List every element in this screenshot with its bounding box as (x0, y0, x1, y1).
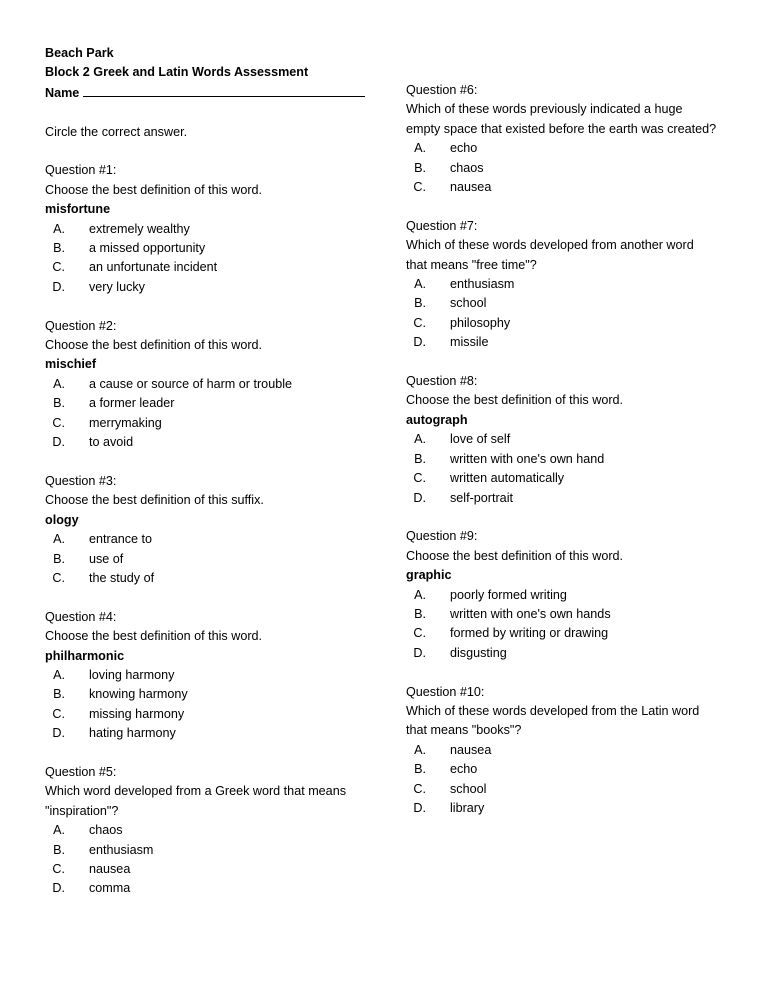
question-label: Question #2: (45, 318, 117, 333)
question-stem: Choose the best definition of this word. (406, 393, 624, 408)
option-letter: D. (413, 645, 426, 660)
answer-option[interactable] (45, 375, 375, 394)
answer-option[interactable] (45, 569, 375, 588)
option-letter: D. (413, 490, 426, 505)
question-7 (406, 217, 746, 353)
option-letter: B. (53, 842, 65, 857)
question-6 (406, 81, 746, 197)
answer-option[interactable] (406, 644, 746, 663)
option-letter: B. (414, 160, 426, 175)
option-text: a cause or source of harm or trouble (89, 376, 293, 391)
answer-option[interactable] (406, 333, 746, 352)
option-letter: A. (414, 141, 426, 156)
option-text: chaos (89, 823, 123, 838)
left-column (45, 44, 375, 899)
question-stem: Choose the best definition of this word. (406, 548, 624, 563)
question-label: Question #8: (406, 374, 478, 389)
answer-option[interactable] (45, 724, 375, 743)
option-letter: B. (414, 451, 426, 466)
name-blank-line[interactable] (83, 83, 365, 97)
question-term: autograph (406, 412, 468, 427)
option-letter: A. (414, 277, 426, 292)
option-letter: B. (53, 551, 65, 566)
option-letter: B. (53, 396, 65, 411)
answer-option[interactable] (406, 489, 746, 508)
answer-option[interactable] (45, 258, 375, 277)
option-text: echo (450, 762, 478, 777)
option-letter: C. (52, 706, 65, 721)
answer-option[interactable] (45, 278, 375, 297)
question-term: misfortune (45, 202, 111, 217)
answer-option[interactable] (406, 139, 746, 158)
question-stem: Which of these words developed from another word (406, 238, 694, 253)
question-9 (406, 527, 746, 663)
option-text: extremely wealthy (89, 221, 190, 236)
answer-option[interactable] (406, 430, 746, 449)
question-term: ology (45, 512, 79, 527)
answer-option[interactable] (406, 799, 746, 818)
option-letter: D. (52, 435, 65, 450)
answer-option[interactable] (45, 879, 375, 898)
answer-option[interactable] (45, 530, 375, 549)
answer-option[interactable] (45, 841, 375, 860)
answer-option[interactable] (45, 433, 375, 452)
option-letter: D. (52, 279, 65, 294)
answer-option[interactable] (406, 275, 746, 294)
option-text: written with one's own hands (450, 606, 611, 621)
instructions: Circle the correct answer. (45, 124, 188, 139)
answer-option[interactable] (406, 314, 746, 333)
option-text: enthusiasm (450, 277, 515, 292)
option-letter: B. (414, 296, 426, 311)
option-text: a former leader (89, 396, 175, 411)
option-letter: C. (52, 260, 65, 275)
answer-option[interactable] (406, 159, 746, 178)
answer-option[interactable] (406, 450, 746, 469)
option-text: enthusiasm (89, 842, 154, 857)
option-letter: A. (53, 221, 65, 236)
option-letter: D. (413, 335, 426, 350)
option-letter: C. (413, 471, 426, 486)
question-stem: empty space that existed before the earth was created? (406, 121, 717, 136)
right-column (406, 81, 746, 818)
option-text: missile (450, 335, 489, 350)
option-text: very lucky (89, 279, 145, 294)
answer-option[interactable] (406, 624, 746, 643)
option-letter: C. (413, 626, 426, 641)
option-text: written automatically (450, 471, 565, 486)
question-label: Question #10: (406, 684, 485, 699)
option-letter: D. (52, 726, 65, 741)
option-letter: C. (52, 570, 65, 585)
question-stem: Which of these words previously indicated a huge (406, 102, 683, 117)
answer-option[interactable] (406, 760, 746, 779)
option-letter: B. (414, 762, 426, 777)
answer-option[interactable] (406, 780, 746, 799)
option-text: echo (450, 141, 478, 156)
option-letter: A. (414, 432, 426, 447)
option-text: nausea (450, 742, 492, 757)
option-text: entrance to (89, 532, 153, 547)
option-text: nausea (89, 861, 131, 876)
question-4 (45, 608, 375, 744)
option-text: merrymaking (89, 415, 162, 430)
option-letter: C. (52, 861, 65, 876)
option-text: philosophy (450, 315, 511, 330)
option-text: knowing harmony (89, 687, 188, 702)
option-letter: A. (53, 532, 65, 547)
option-text: a missed opportunity (89, 241, 206, 256)
answer-option[interactable] (45, 666, 375, 685)
answer-option[interactable] (45, 685, 375, 704)
option-letter: C. (413, 315, 426, 330)
option-letter: B. (414, 606, 426, 621)
answer-option[interactable] (406, 605, 746, 624)
option-text: chaos (450, 160, 484, 175)
question-stem: Choose the best definition of this word. (45, 182, 263, 197)
question-term: graphic (406, 568, 452, 583)
answer-option[interactable] (406, 469, 746, 488)
question-stem: Choose the best definition of this suffix. (45, 493, 264, 508)
answer-option[interactable] (45, 860, 375, 879)
answer-option[interactable] (45, 414, 375, 433)
option-text: school (450, 781, 487, 796)
question-stem: Which of these words developed from the Latin word (406, 703, 700, 718)
left-questions (45, 161, 375, 898)
question-3 (45, 472, 375, 588)
option-text: written with one's own hand (450, 451, 605, 466)
option-letter: A. (414, 742, 426, 757)
option-text: library (450, 800, 485, 815)
question-5 (45, 763, 375, 899)
option-letter: A. (414, 587, 426, 602)
option-letter: A. (53, 667, 65, 682)
name-label: Name (45, 85, 80, 100)
question-label: Question #6: (406, 83, 478, 97)
right-questions (406, 81, 746, 818)
option-text: hating harmony (89, 726, 176, 741)
question-label: Question #9: (406, 529, 478, 544)
assessment-title: Block 2 Greek and Latin Words Assessment (45, 65, 309, 80)
option-letter: A. (53, 376, 65, 391)
question-stem: that means "free time"? (406, 257, 537, 272)
answer-option[interactable] (45, 220, 375, 239)
answer-option[interactable] (406, 741, 746, 760)
option-letter: A. (53, 823, 65, 838)
question-label: Question #4: (45, 609, 117, 624)
option-text: poorly formed writing (450, 587, 567, 602)
option-text: disgusting (450, 645, 507, 660)
name-row (45, 83, 375, 103)
question-10 (406, 683, 746, 819)
question-stem: "inspiration"? (45, 803, 119, 818)
answer-option[interactable] (406, 294, 746, 313)
option-letter: C. (413, 781, 426, 796)
question-stem: Choose the best definition of this word. (45, 629, 263, 644)
question-term: mischief (45, 357, 97, 372)
option-letter: C. (413, 180, 426, 195)
question-1 (45, 161, 375, 297)
option-text: nausea (450, 180, 492, 195)
answer-option[interactable] (406, 178, 746, 197)
answer-option[interactable] (45, 705, 375, 724)
option-letter: D. (52, 881, 65, 896)
question-2 (45, 317, 375, 453)
question-label: Question #1: (45, 163, 117, 178)
option-letter: B. (53, 687, 65, 702)
question-term: philharmonic (45, 648, 125, 663)
school-name: Beach Park (45, 46, 114, 60)
option-text: missing harmony (89, 706, 185, 721)
option-letter: B. (53, 241, 65, 256)
option-text: loving harmony (89, 667, 175, 682)
option-text: an unfortunate incident (89, 260, 218, 275)
option-text: formed by writing or drawing (450, 626, 609, 641)
option-text: use of (89, 551, 124, 566)
answer-option[interactable] (406, 586, 746, 605)
question-stem: Choose the best definition of this word. (45, 338, 263, 353)
option-text: school (450, 296, 487, 311)
question-stem: that means "books"? (406, 723, 522, 738)
answer-option[interactable] (45, 394, 375, 413)
answer-option[interactable] (45, 239, 375, 258)
question-8 (406, 372, 746, 508)
option-text: self-portrait (450, 490, 513, 505)
question-label: Question #3: (45, 473, 117, 488)
option-text: the study of (89, 570, 155, 585)
option-text: to avoid (89, 435, 134, 450)
answer-option[interactable] (45, 821, 375, 840)
option-text: comma (89, 881, 131, 896)
question-stem: Which word developed from a Greek word that means (45, 784, 346, 799)
option-letter: D. (413, 800, 426, 815)
question-label: Question #7: (406, 218, 478, 233)
question-label: Question #5: (45, 764, 117, 779)
option-text: love of self (450, 432, 511, 447)
answer-option[interactable] (45, 550, 375, 569)
option-letter: C. (52, 415, 65, 430)
